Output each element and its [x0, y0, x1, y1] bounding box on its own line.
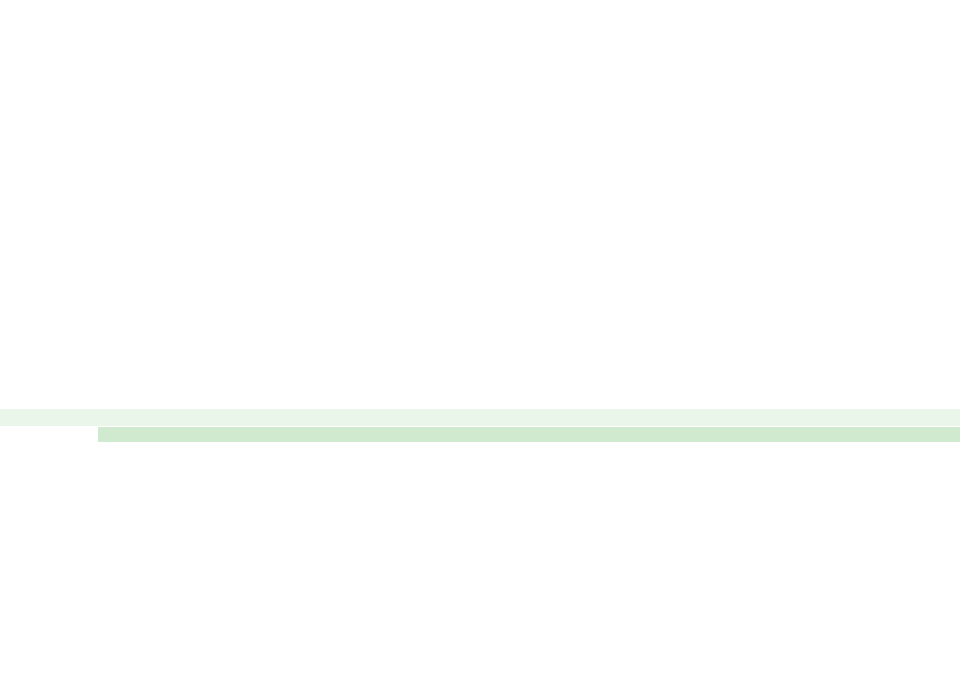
event-banner [0, 409, 960, 426]
section-bar [98, 427, 960, 442]
